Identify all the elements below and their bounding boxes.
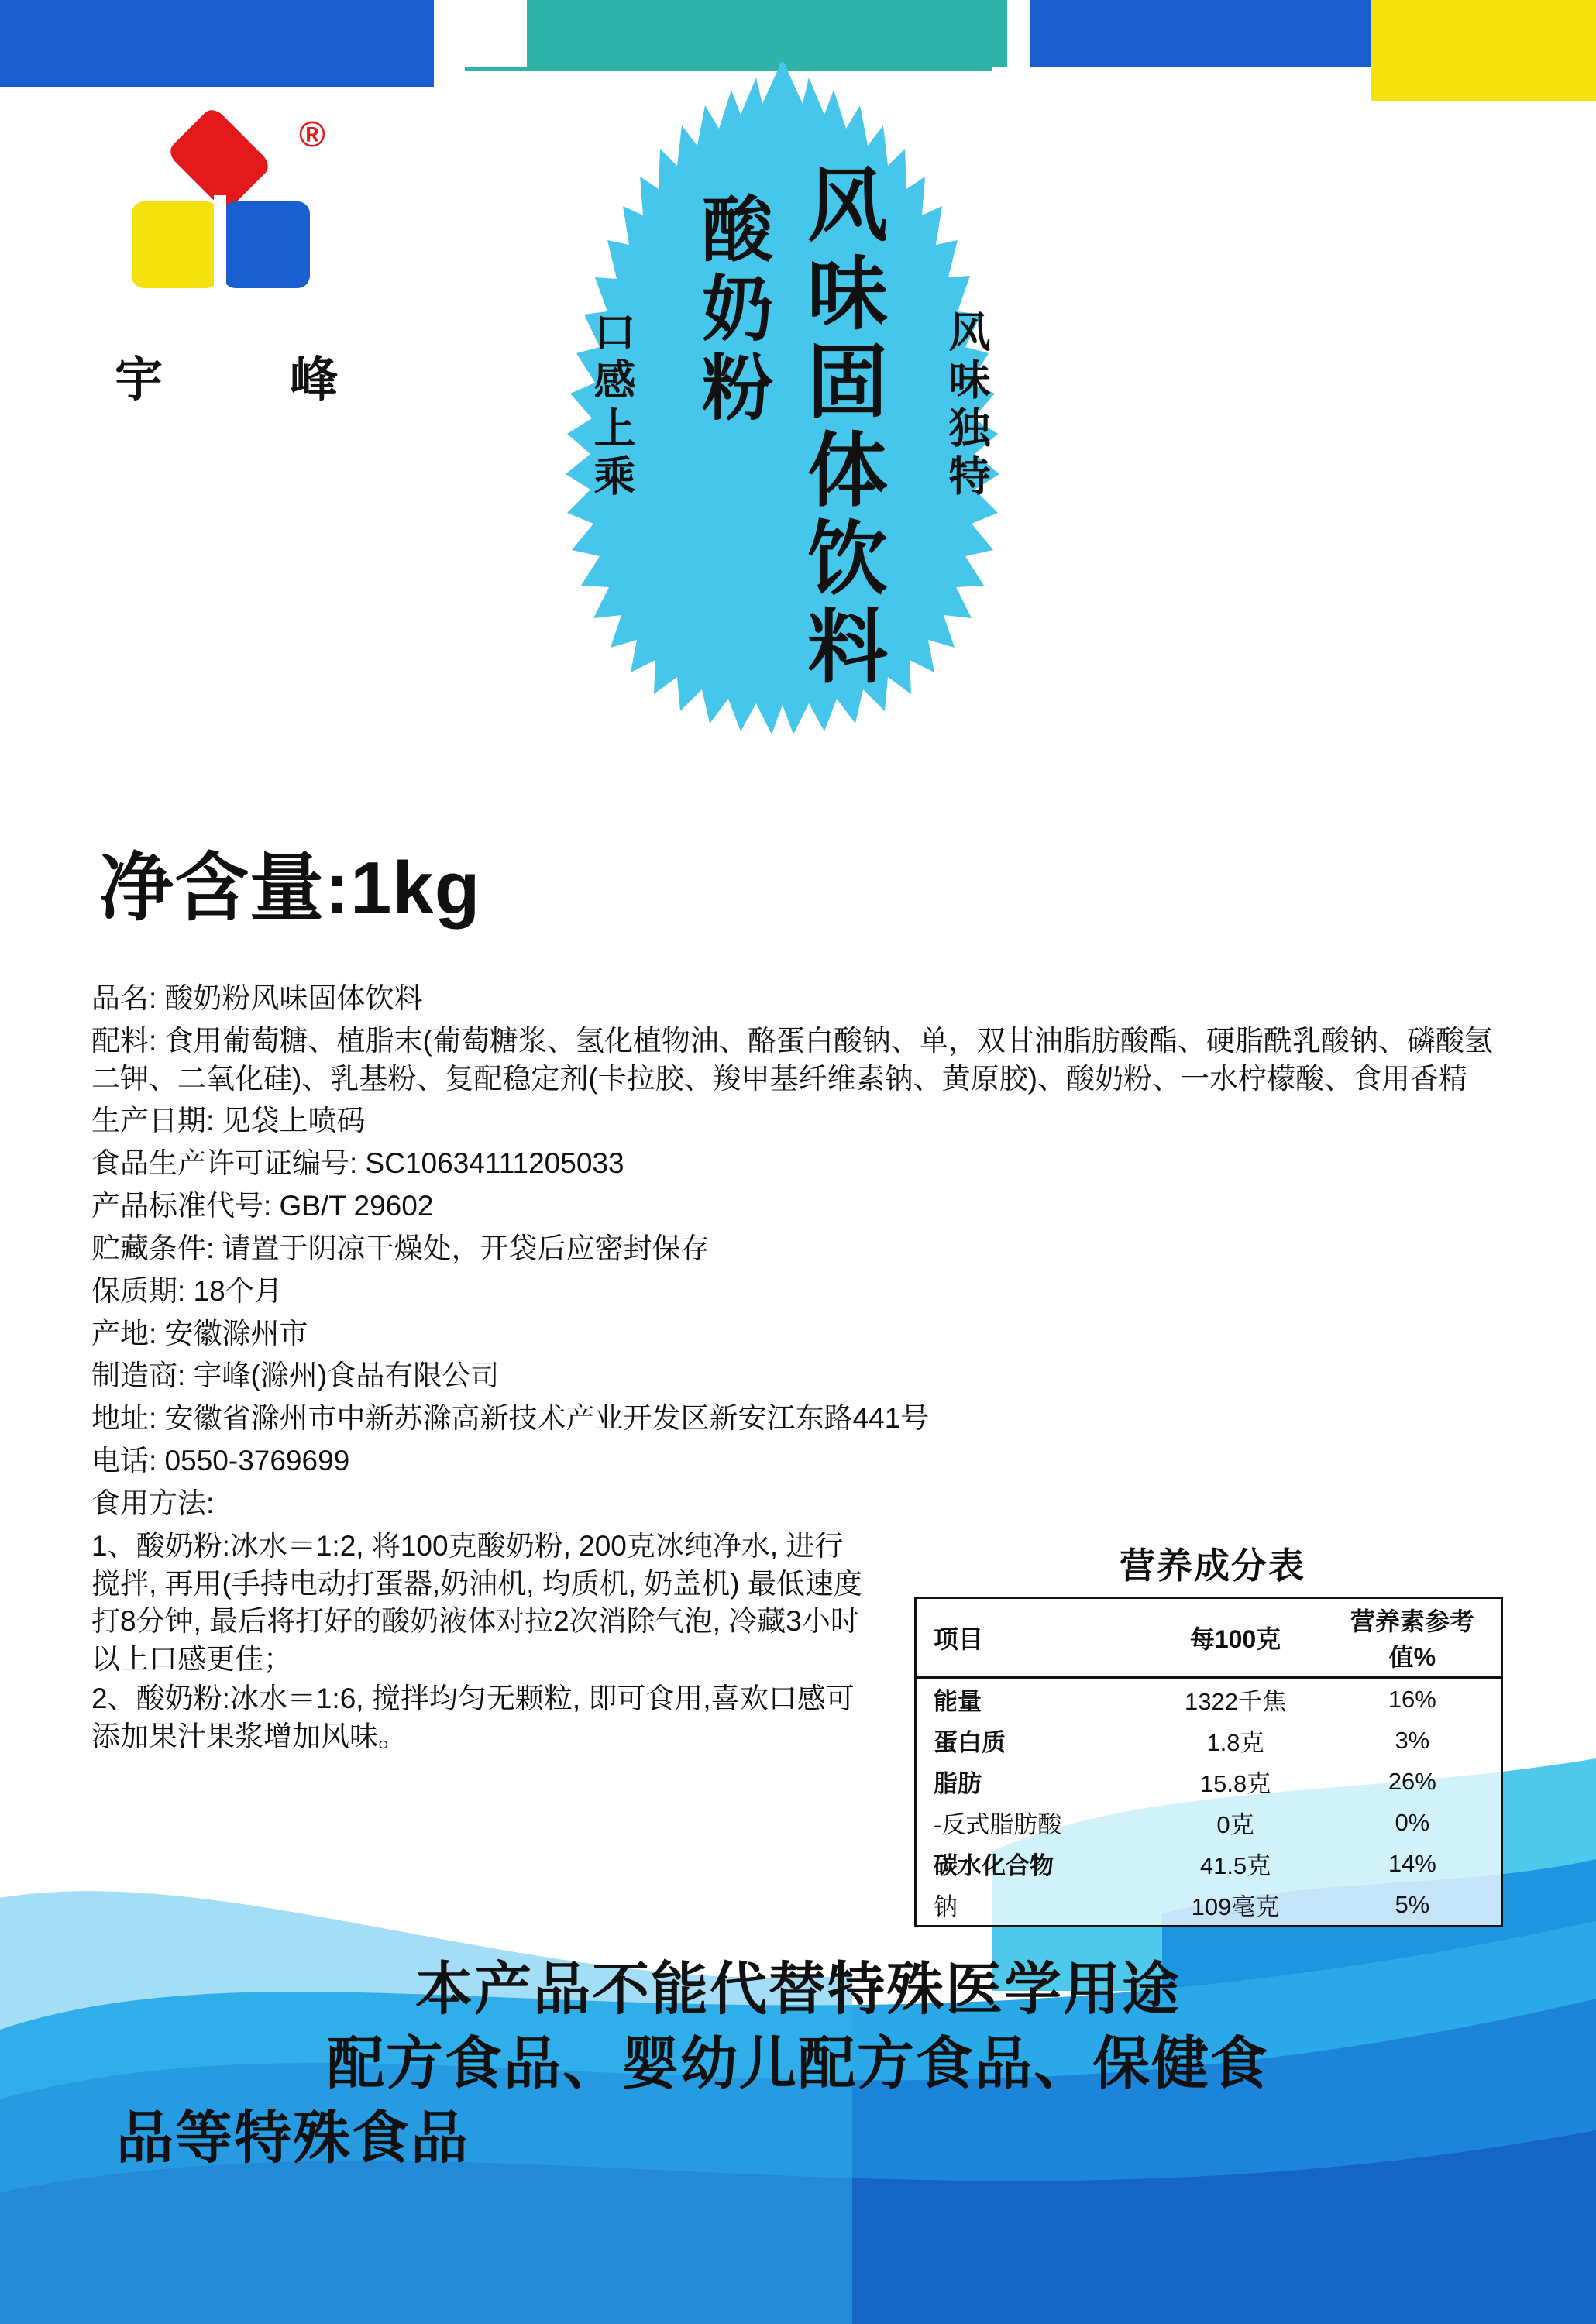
cube-logo-icon [115, 108, 324, 341]
table-row [917, 1761, 1501, 1802]
info-phone: 电话: 0550-3769699 [91, 1445, 350, 1477]
cube-left-yellow-icon [132, 201, 218, 288]
info-standard-no: 产品标准代号: GB/T 29602 [91, 1190, 434, 1222]
nutrition-per100g: 1322千焦 [1185, 1688, 1286, 1715]
strip-segment-blue-2 [1030, 0, 1371, 67]
nutrition-per100g: 0克 [1216, 1811, 1254, 1838]
info-product-name: 品名: 酸奶粉风味固体饮料 [91, 982, 423, 1014]
nutrition-nrv: 26% [1388, 1767, 1436, 1795]
brand-logo [115, 108, 355, 434]
table-row [917, 1720, 1501, 1761]
nutrition-item: 脂肪 [934, 1770, 982, 1797]
table-row [917, 1843, 1501, 1884]
registered-trademark-icon: ® [299, 114, 325, 154]
nutrition-header-nrv: 营养素参考值% [1324, 1599, 1501, 1678]
nutrition-header-item: 项目 [917, 1599, 1147, 1678]
info-usage-label: 食用方法: [91, 1487, 215, 1519]
table-row [917, 1884, 1501, 1925]
nutrition-facts [906, 1538, 1519, 1927]
hero-title-sub: 酸奶粉 [692, 192, 771, 429]
usage-step-1: 1、酸奶粉:冰水＝1:2, 将100克酸奶粉, 200克冰纯净水, 进行搅拌, 再用(手持电动打蛋器,奶油机, 均质机, 奶盖机) 最低速度打8分钟, 最后将打好的酸奶液体对拉2次消除气泡, 冷藏3小时以上口感更佳； [91, 1529, 862, 1676]
info-production-date: 生产日期: 见袋上喷码 [91, 1105, 366, 1137]
droplet-graphic [496, 54, 1069, 953]
bottom-notice-line-1: 本产品不能代替特殊医学用途 [415, 1957, 1181, 2021]
nutrition-item: 能量 [934, 1688, 982, 1715]
nutrition-per100g: 15.8克 [1199, 1770, 1271, 1797]
hero-tagline-left: 口感上乘 [588, 310, 635, 502]
nutrition-item: 钠 [934, 1893, 958, 1920]
table-row [917, 1678, 1501, 1721]
info-address: 地址: 安徽省滁州市中新苏滁高新技术产业开发区新安江东路441号 [91, 1402, 930, 1435]
nutrition-item: 蛋白质 [934, 1729, 1006, 1756]
info-shelf-life: 保质期: 18个月 [91, 1274, 283, 1307]
nutrition-header-row [917, 1599, 1501, 1678]
nutrition-per100g: 1.8克 [1206, 1729, 1264, 1756]
nutrition-item: 碳水化合物 [934, 1852, 1054, 1879]
brand-name-char-1: 宇 [115, 353, 165, 407]
nutrition-nrv: 14% [1388, 1849, 1436, 1877]
nutrition-title: 营养成分表 [1120, 1545, 1305, 1586]
nutrition-nrv: 16% [1388, 1685, 1436, 1713]
hero-title-main: 风味固体饮料 [795, 163, 885, 693]
cube-divider [214, 195, 226, 296]
strip-segment-blue [0, 0, 434, 67]
table-row [917, 1802, 1501, 1843]
nutrition-nrv: 0% [1395, 1808, 1430, 1836]
nutrition-header-per100g: 每100克 [1147, 1599, 1323, 1678]
info-origin: 产地: 安徽滁州市 [91, 1317, 308, 1349]
info-manufacturer: 制造商: 宇峰(滁州)食品有限公司 [91, 1360, 500, 1392]
info-license-no: 食品生产许可证编号: SC10634111205033 [91, 1147, 624, 1180]
net-weight: 净含量:1kg [99, 847, 481, 930]
nutrition-per100g: 109毫克 [1191, 1893, 1280, 1920]
bottom-notice-line-3: 品等特殊食品 [116, 2106, 470, 2171]
info-storage: 贮藏条件: 请置于阴凉干燥处，开袋后应密封保存 [91, 1232, 710, 1264]
nutrition-nrv: 5% [1395, 1890, 1430, 1918]
bottom-notice [0, 1952, 1596, 2176]
brand-name-char-2: 峰 [289, 353, 339, 407]
droplet-text-layer [496, 54, 1069, 953]
info-ingredients: 配料: 食用葡萄糖、植脂末(葡萄糖浆、氢化植物油、酪蛋白酸钠、单，双甘油脂肪酸酯、硬脂酰乳酸钠、磷酸氢二钾、二氧化硅)、乳基粉、复配稳定剂(卡拉胶、羧甲基纤维素钠、黄原胶)、酸奶粉、一水柠檬酸、食用香精 [91, 1024, 1493, 1095]
brand-name [115, 341, 339, 410]
nutrition-per100g: 41.5克 [1199, 1852, 1271, 1879]
usage-step-2: 2、酸奶粉:冰水＝1:6, 搅拌均匀无颗粒, 即可食用,喜欢口感可添加果汁果浆增加风味。 [91, 1683, 855, 1752]
bottom-notice-line-2: 配方食品、婴幼儿配方食品、保健食 [327, 2031, 1269, 2096]
hero-tagline-right: 风味独特 [943, 310, 989, 502]
nutrition-item: -反式脂肪酸 [934, 1811, 1062, 1838]
cube-right-blue-icon [223, 201, 310, 288]
strip-segment-yellow [1371, 0, 1596, 67]
nutrition-table [917, 1599, 1501, 1925]
nutrition-nrv: 3% [1395, 1726, 1430, 1754]
nutrition-table-wrapper [914, 1597, 1503, 1927]
